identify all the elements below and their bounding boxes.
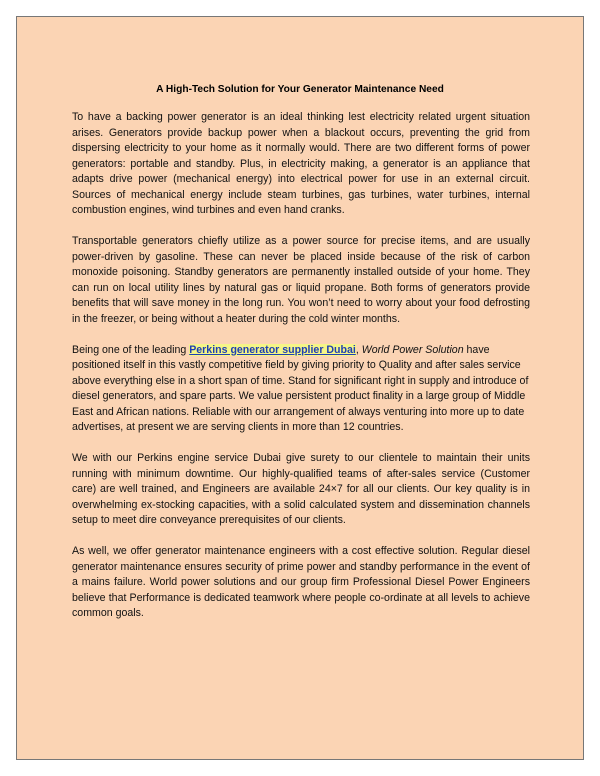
paragraph-intro: To have a backing power generator is an ideal thinking lest electricity related urgent situation arises. Generators provide backup power when a blackout occurs, preventing the grid from dispersing electricity to your home as it normally would. There are two different forms of power generators: portable and standby. Plus, in electricity making, a generator is an appliance that adapts drive power (mechanical energy) into electrical power for use in an external circuit. Sources of mechanical energy include steam turbines, gas turbines, water turbines, internal combustion engines, wind turbines and even hand cranks.: [72, 111, 530, 216]
document-title: A High-Tech Solution for Your Generator Maintenance Need: [156, 84, 444, 95]
company-name: World Power Solution: [361, 343, 464, 356]
document-page: [16, 16, 584, 760]
paragraph-maintenance: As well, we offer generator maintenance engineers with a cost effective solution. Regular diesel generator maintenance ensures security of prime power and standby performance in the event of a mains failure. World power solutions and our group firm Professional Diesel Power Engineers believe that Performance is dedicated teamwork where people co-ordinate at all levels to achieve common goals.: [72, 545, 530, 619]
paragraph-service: We with our Perkins engine service Dubai give surety to our clientele to maintain their units running with minimum downtime. Our highly-qualified teams of after-sales service (Customer care) are well trained, and Engineers are available 24×7 for all our clients. Our key quality is in overwhelming ex-stocking capacities, with a solid calculated system and dissemination channels setup to meet dire conveyance prerequisites of our clients.: [72, 452, 530, 526]
paragraph-company-suffix: have positioned itself in this vastly competitive field by giving priority to Quality and after sales service above everything else in a short span of time. Stand for significant right in supply and introduce of diesel generators, and spare parts. We value persistent product finality in a large group of Middle East and African nations. Reliable with our arrangement of always venturing into more up to date advertises, at present we are serving clients in more than 12 countries.: [72, 343, 529, 433]
perkins-supplier-link[interactable]: Perkins generator supplier Dubai: [189, 343, 356, 356]
paragraph-company-comma: ,: [355, 343, 362, 356]
document-body: [72, 110, 530, 637]
paragraph-company: [72, 343, 530, 436]
paragraph-company-prefix: Being one of the leading: [72, 343, 190, 356]
paragraph-generator-types: Transportable generators chiefly utilize as a power source for precise items, and are usually power-driven by gasoline. These can never be placed inside because of the risk of carbon monoxide poisoning. Standby generators are permanently installed outside of your home. They can run on local utility lines by natural gas or liquid propane. Both forms of generators provide benefits that will save money in the long run. You won’t need to worry about your food defrosting in the freezer, or being without a heater during the cold winter months.: [72, 235, 530, 325]
